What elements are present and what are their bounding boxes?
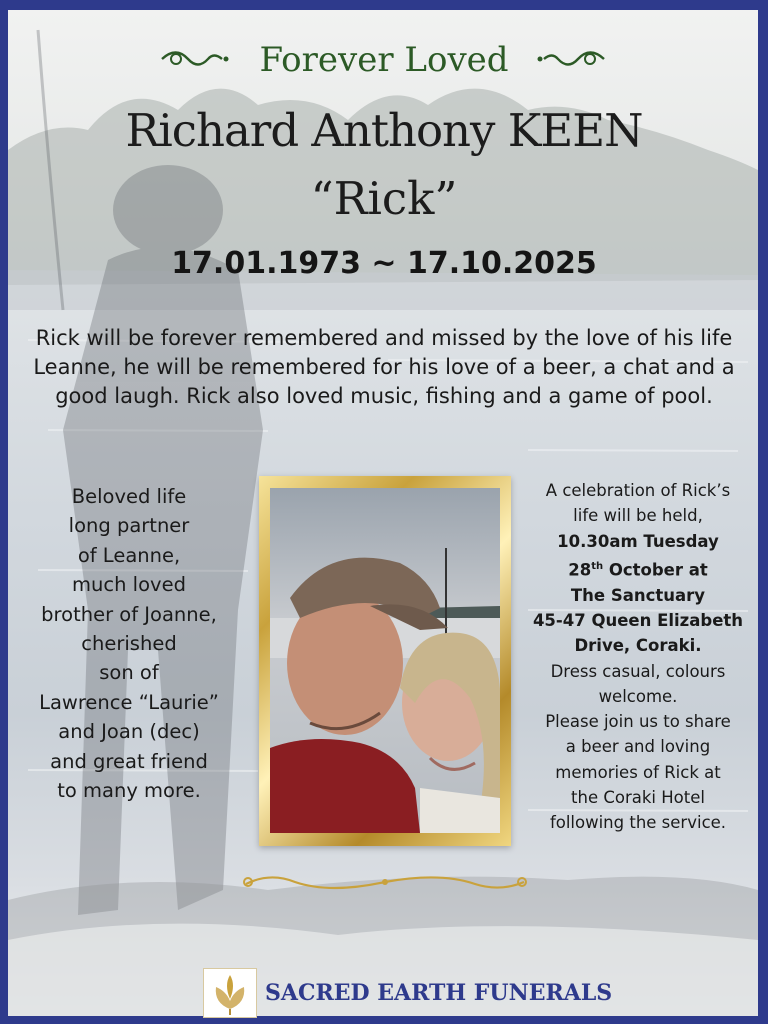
couple-photo — [270, 488, 500, 833]
deceased-nickname: “Rick” — [310, 172, 458, 225]
tribute-paragraph: Rick will be forever remembered and missed by the love of his life Leanne, he will be remembered for his love of a beer, a chat and a good laugh. Rick also loved music, fishing and a game of pool. — [33, 326, 735, 408]
family-line: and Joan (dec) — [58, 720, 200, 744]
family-line: brother of Joanne, — [41, 602, 217, 626]
kicker-heading: Forever Loved — [259, 40, 509, 80]
family-line: and great friend — [50, 749, 208, 773]
service-date-suffix: th — [591, 560, 604, 572]
deceased-full-name: Richard Anthony KEEN — [125, 104, 643, 157]
wake-line: following the service. — [549, 813, 727, 833]
leaf-emblem-icon — [204, 969, 256, 1017]
gold-photo-frame — [259, 476, 511, 846]
service-date-day: 28 — [568, 560, 592, 580]
family-line: Lawrence “Laurie” — [39, 690, 219, 714]
service-intro-line: A celebration of Rick’s — [545, 481, 731, 500]
family-line: long partner — [68, 514, 190, 538]
service-time: 10.30am Tuesday — [557, 531, 719, 551]
family-line: son of — [99, 661, 159, 685]
family-line: of Leanne, — [77, 543, 181, 567]
funeral-home-name: SACRED EARTH FUNERALS — [265, 980, 613, 1006]
gold-divider-icon — [240, 868, 530, 898]
dress-code-line: welcome. — [598, 686, 678, 706]
wake-line: memories of Rick at — [555, 762, 721, 782]
life-dates: 17.01.1973 ~ 17.10.2025 — [171, 246, 597, 281]
wake-line: Please join us to share — [545, 712, 731, 732]
funeral-home-logo — [203, 968, 257, 1018]
service-address-line: 45-47 Queen Elizabeth — [532, 610, 744, 630]
family-relations — [14, 482, 244, 805]
family-line: Beloved life — [71, 485, 187, 508]
service-date — [522, 554, 754, 583]
service-address-line: Drive, Coraki. — [574, 636, 702, 656]
service-intro-line: life will be held, — [573, 506, 703, 526]
service-date-rest: October at — [603, 560, 708, 580]
wake-line: the Coraki Hotel — [571, 788, 705, 808]
service-details — [522, 478, 754, 836]
wake-line: a beer and loving — [565, 737, 711, 757]
service-venue: The Sanctuary — [570, 585, 706, 605]
family-line: much loved — [72, 573, 186, 597]
family-line: cherished — [81, 632, 177, 656]
dress-code-line: Dress casual, colours — [550, 661, 726, 681]
family-line: to many more. — [57, 779, 201, 803]
